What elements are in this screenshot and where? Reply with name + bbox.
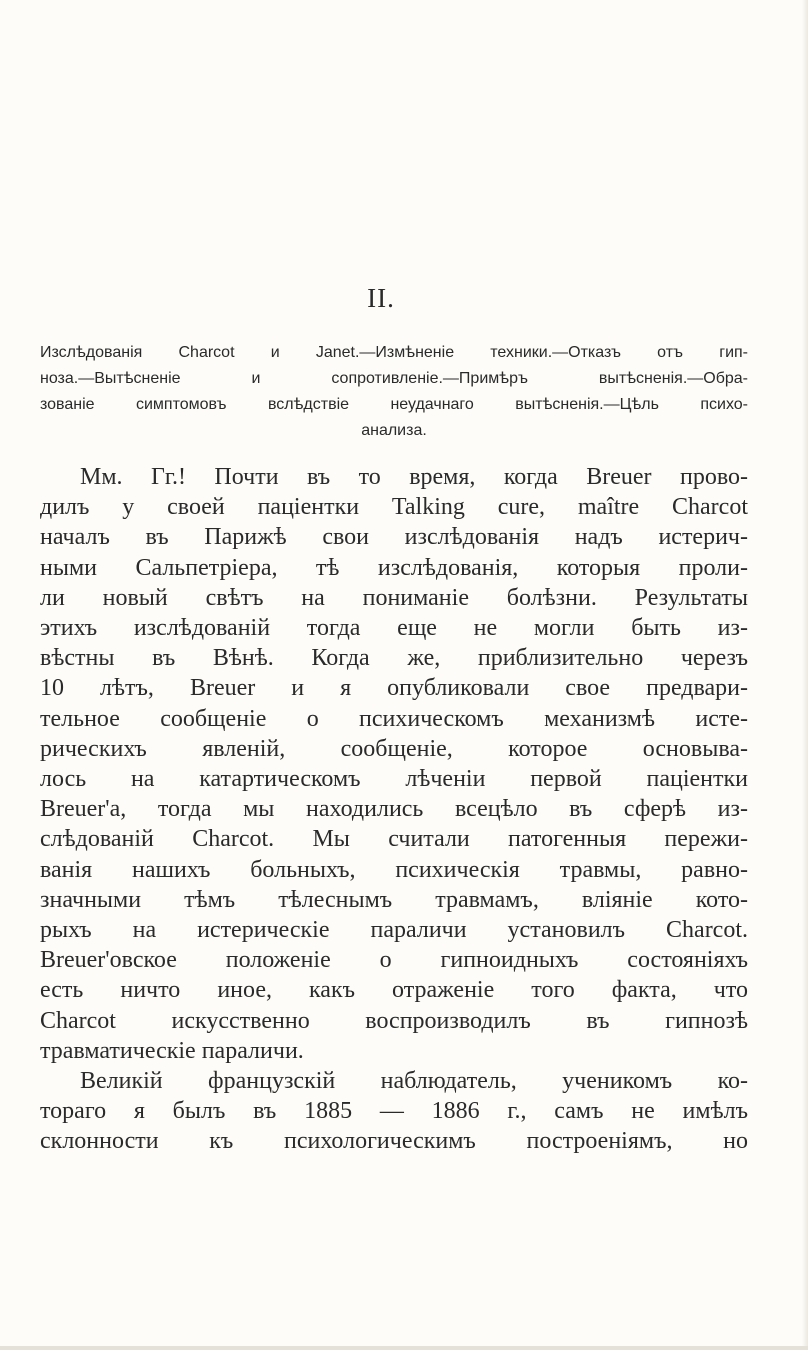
text-line: ванія нашихъ больныхъ, психическія травмы, равно- [40, 856, 748, 883]
summary-line: зованіе симптомовъ вслѣдствіе неудачнаго вытѣсненія.—Цѣль психо- [40, 396, 748, 413]
text-line: тельное сообщеніе о психическомъ механизмѣ исте- [40, 705, 748, 732]
page-edge [802, 0, 808, 1350]
text-line: 10 лѣтъ, Breuer и я опубликовали свое предвари- [40, 675, 748, 702]
paragraph [40, 462, 748, 1066]
text-line: началъ въ Парижѣ свои изслѣдованія надъ истерич- [40, 524, 748, 551]
text-line: лось на катартическомъ лѣченіи первой паціентки [40, 766, 748, 793]
text-line: ли новый свѣтъ на пониманіе болѣзни. Результаты [40, 584, 748, 611]
text-line: рыхъ на истерическіе параличи установилъ Charcot. [40, 917, 748, 944]
page-bottom-edge [0, 1346, 808, 1350]
summary-line: ноза.—Вытѣсненіе и сопротивленіе.—Примѣръ вытѣсненія.—Обра- [40, 370, 748, 387]
text-line: Великій французскій наблюдатель, ученикомъ ко- [80, 1068, 748, 1095]
paragraph [40, 1066, 748, 1157]
text-line: Breuer'a, тогда мы находились всецѣло въ сферѣ из- [40, 796, 748, 823]
text-line: склонности къ психологическимъ построеніямъ, но [40, 1128, 748, 1155]
body-text [40, 462, 748, 1157]
text-line: ными Сальпетріера, тѣ изслѣдованія, которыя проли- [40, 554, 748, 581]
text-line: слѣдованій Charcot. Мы считали патогенныя пережи- [40, 826, 748, 853]
text-line: значными тѣмъ тѣлеснымъ травмамъ, вліяніе кото- [40, 886, 748, 913]
text-line: травматическіе параличи. [40, 1037, 304, 1064]
text-line: есть ничто иное, какъ отраженіе того факта, что [40, 977, 748, 1004]
text-line: вѣстны въ Вѣнѣ. Когда же, приблизительно черезъ [40, 645, 748, 672]
summary-line: анализа. [361, 422, 427, 439]
text-line: Breuer'овское положеніе о гипноидныхъ состояніяхъ [40, 947, 748, 974]
text-line: тораго я былъ въ 1885 — 1886 г., самъ не имѣлъ [40, 1098, 748, 1125]
summary-line: Изслѣдованія Charcot и Janet.—Измѣненіе техники.—Отказъ отъ гип- [40, 344, 748, 361]
text-line: рическихъ явленій, сообщеніе, которое основыва- [40, 735, 748, 762]
text-line: Мм. Гг.! Почти въ то время, когда Breuer прово- [80, 464, 748, 490]
chapter-summary [40, 340, 748, 444]
text-line: этихъ изслѣдованій тогда еще не могли быть из- [40, 615, 748, 642]
text-line: дилъ у своей паціентки Talking cure, maître Charcot [40, 494, 748, 521]
text-line: Charcot искусственно воспроизводилъ въ гипнозѣ [40, 1007, 748, 1034]
chapter-number: II. [367, 283, 395, 313]
